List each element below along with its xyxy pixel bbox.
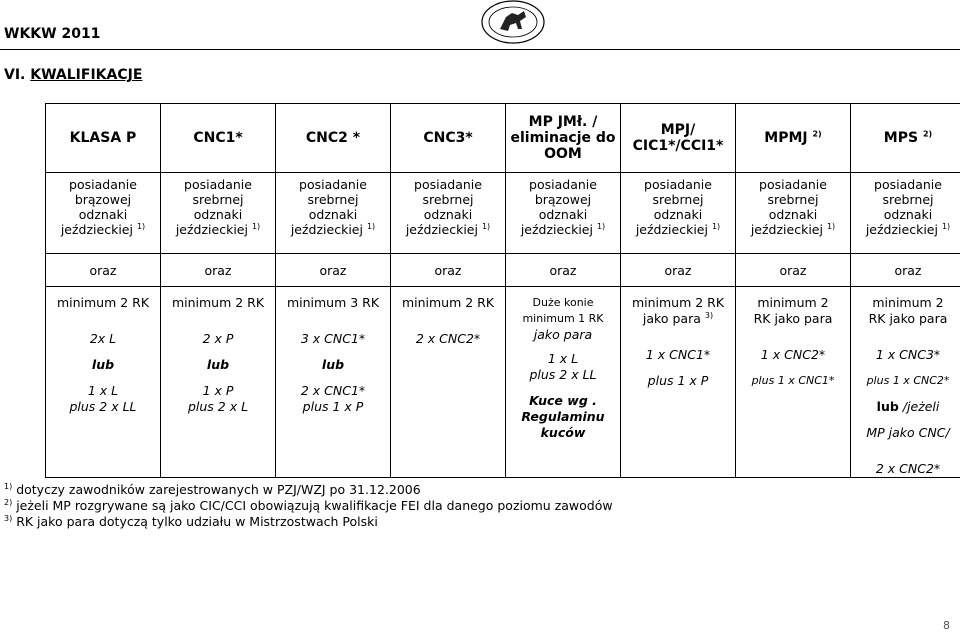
requirement-cell-klasa-p: minimum 2 RK 2x L lub 1 x L plus 2 x LL — [46, 287, 161, 478]
possession-cell: posiadanie srebrnej odznaki jeździeckiej $^{1)}$ — [736, 173, 851, 254]
header-row — [46, 104, 960, 173]
requirement-cell-mps: minimum 2 RK jako para 1 x CNC3* plus 1 x CNC2* lub /jeżeli MP jako CNC/ 2 x CNC2* — [851, 287, 960, 478]
column-header-mps: MPS $^{2)}$ — [851, 104, 960, 173]
connector-cell: oraz — [276, 254, 391, 287]
column-header-cnc2: CNC2 * — [276, 104, 391, 173]
column-header-mpmj: MPMJ $^{2)}$ — [736, 104, 851, 173]
possession-cell: posiadanie srebrnej odznaki jeździeckiej $^{1)}$ — [276, 173, 391, 254]
footnote-1: $^{1)}$ dotyczy zawodników zarejestrowanych w PZJ/WZJ po 31.12.2006 — [4, 481, 421, 497]
requirement-cell-cnc3: minimum 2 RK 2 x CNC2* — [391, 287, 506, 478]
requirements-row — [46, 287, 960, 478]
section-label: KWALIFIKACJE — [30, 67, 143, 83]
header-rule — [0, 49, 960, 50]
footnote-3: $^{3)}$ RK jako para dotyczą tylko udziału w Mistrzostwach Polski — [4, 513, 378, 529]
possession-cell: posiadanie brązowej odznaki jeździeckiej $^{1)}$ — [506, 173, 621, 254]
connector-cell: oraz — [621, 254, 736, 287]
qualifications-table — [45, 103, 960, 478]
federation-logo — [480, 0, 546, 45]
possession-cell: posiadanie srebrnej odznaki jeździeckiej $^{1)}$ — [161, 173, 276, 254]
connector-cell: oraz — [161, 254, 276, 287]
requirement-cell-mpj: minimum 2 RK jako para $^{3)}$ 1 x CNC1* plus 1 x P — [621, 287, 736, 478]
possession-row — [46, 173, 960, 254]
possession-cell: posiadanie srebrnej odznaki jeździeckiej $^{1)}$ — [621, 173, 736, 254]
possession-cell: posiadanie srebrnej odznaki jeździeckiej $^{1)}$ — [851, 173, 960, 254]
document-header-title: WKKW 2011 — [4, 26, 101, 42]
column-header-klasa-p: KLASA P — [46, 104, 161, 173]
requirement-cell-cnc2: minimum 3 RK 3 x CNC1* lub 2 x CNC1* plus 1 x P — [276, 287, 391, 478]
column-header-mpj: MPJ/ CIC1*/CCI1* — [621, 104, 736, 173]
connector-row — [46, 254, 960, 287]
connector-cell: oraz — [736, 254, 851, 287]
connector-cell: oraz — [851, 254, 960, 287]
requirement-cell-cnc1: minimum 2 RK 2 x P lub 1 x P plus 2 x L — [161, 287, 276, 478]
requirement-cell-mpmj: minimum 2 RK jako para 1 x CNC2* plus 1 x CNC1* — [736, 287, 851, 478]
column-header-cnc1: CNC1* — [161, 104, 276, 173]
column-header-mp-jml: MP JMł. / eliminacje do OOM — [506, 104, 621, 173]
footnote-2: $^{2)}$ jeżeli MP rozgrywane są jako CIC/CCI obowiązują kwalifikacje FEI dla danego poziomu zawodów — [4, 497, 613, 513]
possession-cell: posiadanie brązowej odznaki jeździeckiej $^{1)}$ — [46, 173, 161, 254]
connector-cell: oraz — [506, 254, 621, 287]
section-title — [4, 67, 142, 83]
page-number: 8 — [943, 619, 950, 632]
column-header-cnc3: CNC3* — [391, 104, 506, 173]
requirement-cell-mp-jml: Duże konie minimum 1 RK jako para 1 x L plus 2 x LL Kuce wg . Regulaminu kuców — [506, 287, 621, 478]
section-number: VI. — [4, 67, 26, 83]
connector-cell: oraz — [46, 254, 161, 287]
connector-cell: oraz — [391, 254, 506, 287]
possession-cell: posiadanie srebrnej odznaki jeździeckiej $^{1)}$ — [391, 173, 506, 254]
